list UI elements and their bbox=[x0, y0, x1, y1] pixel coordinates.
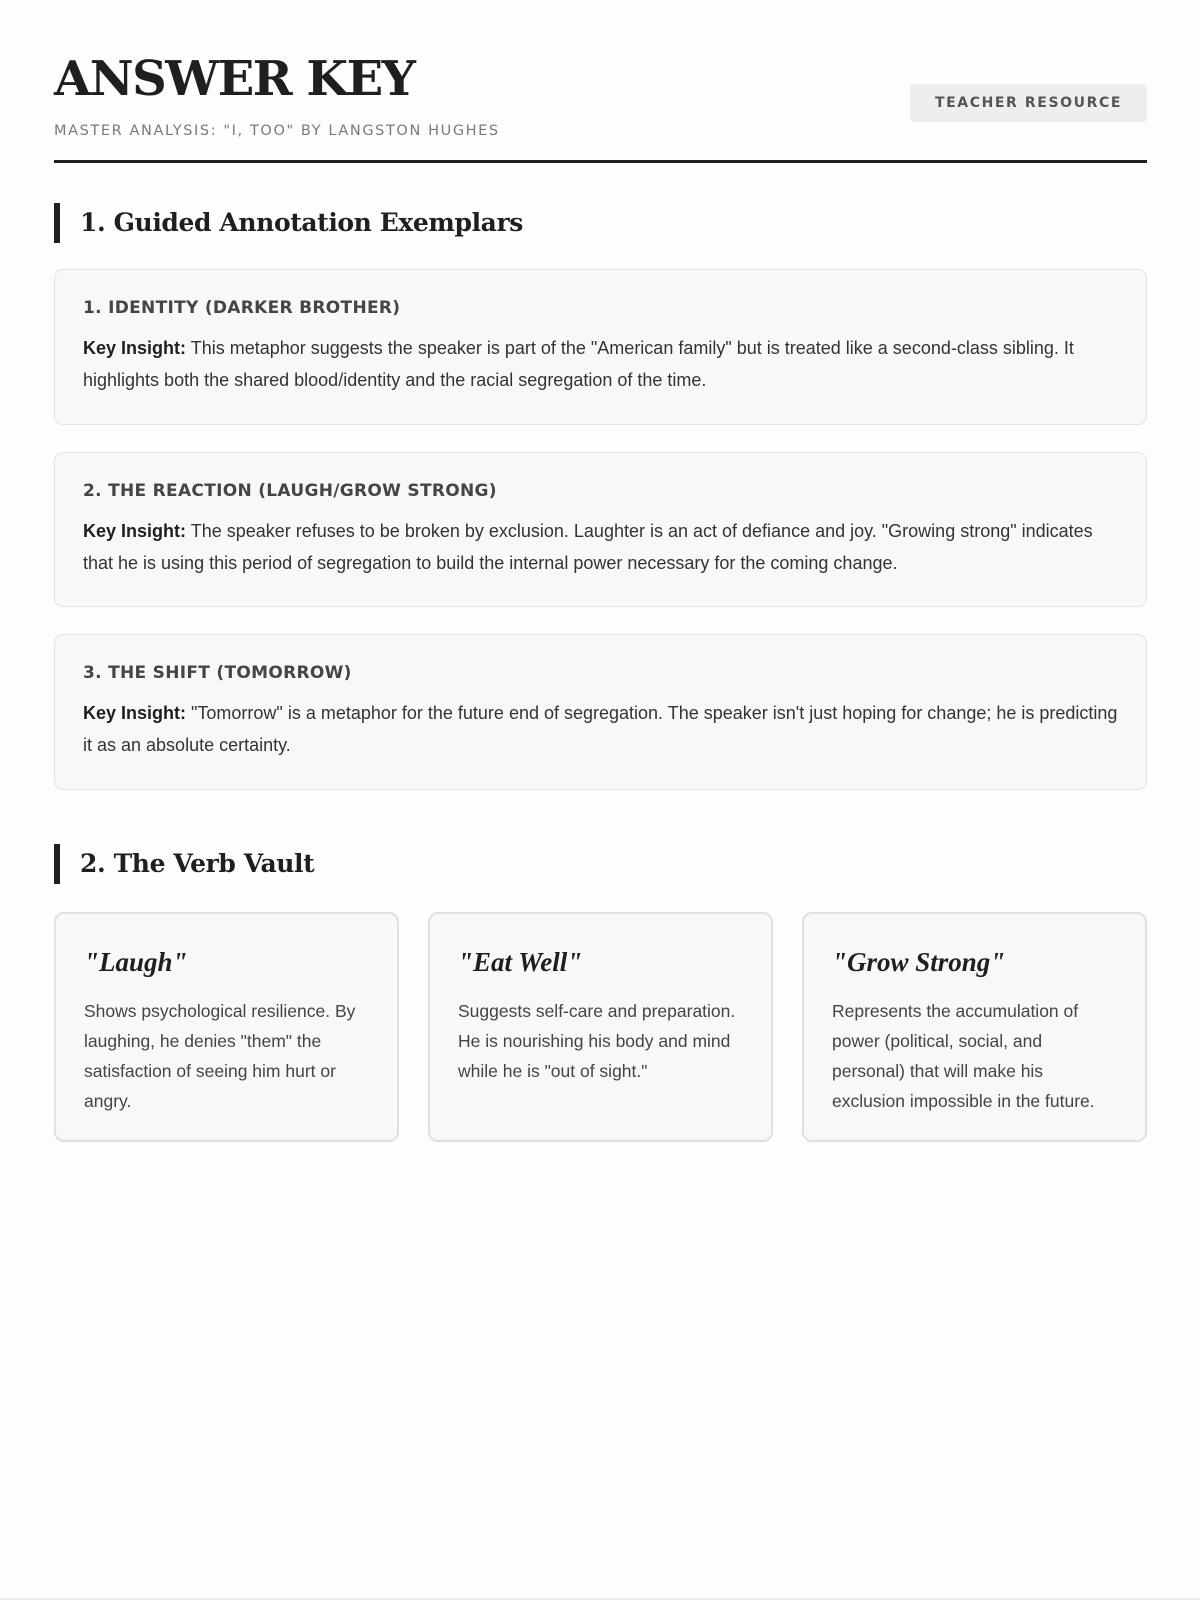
annotation-title: 1. IDENTITY (DARKER BROTHER) bbox=[83, 298, 401, 318]
answer-key-page bbox=[54, 0, 1147, 1111]
section-heading-annotations: 1. Guided Annotation Exemplars bbox=[54, 203, 523, 243]
annotation-body bbox=[83, 515, 1118, 579]
annotation-title: 3. THE SHIFT (TOMORROW) bbox=[83, 663, 352, 683]
verb-word: "Eat Well" bbox=[458, 947, 583, 977]
verb-card-laugh bbox=[54, 912, 399, 1142]
verb-card-grow-strong bbox=[802, 912, 1147, 1142]
verb-word: "Laugh" bbox=[84, 947, 188, 977]
section-heading-verb-vault: 2. The Verb Vault bbox=[54, 844, 314, 884]
annotation-body bbox=[83, 697, 1118, 761]
key-insight-label: Key Insight: bbox=[83, 703, 187, 723]
annotation-card-identity bbox=[54, 269, 1147, 425]
page-header bbox=[54, 0, 1147, 163]
annotation-text: The speaker refuses to be broken by exclusion. Laughter is an act of defiance and joy. "Growing strong" indicates that he is using this period of segregation to build the internal power necessary for the coming change. bbox=[83, 521, 1093, 573]
verb-description: Represents the accumulation of power (political, social, and personal) that will make his exclusion impossible in the future. bbox=[832, 1001, 1095, 1111]
teacher-resource-badge: TEACHER RESOURCE bbox=[910, 84, 1147, 122]
key-insight-label: Key Insight: bbox=[83, 521, 187, 541]
annotation-card-reaction bbox=[54, 452, 1147, 607]
annotation-card-shift bbox=[54, 634, 1147, 790]
key-insight-label: Key Insight: bbox=[83, 338, 187, 358]
annotation-body bbox=[83, 332, 1118, 396]
annotation-text: "Tomorrow" is a metaphor for the future end of segregation. The speaker isn't just hoping for change; he is predicting it as an absolute certainty. bbox=[83, 703, 1118, 755]
verb-description: Shows psychological resilience. By laughing, he denies "them" the satisfaction of seeing him hurt or angry. bbox=[84, 1001, 356, 1111]
verb-description: Suggests self-care and preparation. He is nourishing his body and mind while he is "out of sight." bbox=[458, 1001, 736, 1081]
verb-word: "Grow Strong" bbox=[832, 947, 1006, 977]
page-subtitle: MASTER ANALYSIS: "I, TOO" BY LANGSTON HUGHES bbox=[54, 123, 500, 139]
verb-card-eat-well bbox=[428, 912, 773, 1142]
annotation-text: This metaphor suggests the speaker is part of the "American family" but is treated like a second-class sibling. It highlights both the shared blood/identity and the racial segregation of the time. bbox=[83, 338, 1074, 390]
page-title: ANSWER KEY bbox=[54, 51, 415, 107]
annotation-title: 2. THE REACTION (LAUGH/GROW STRONG) bbox=[83, 481, 497, 501]
